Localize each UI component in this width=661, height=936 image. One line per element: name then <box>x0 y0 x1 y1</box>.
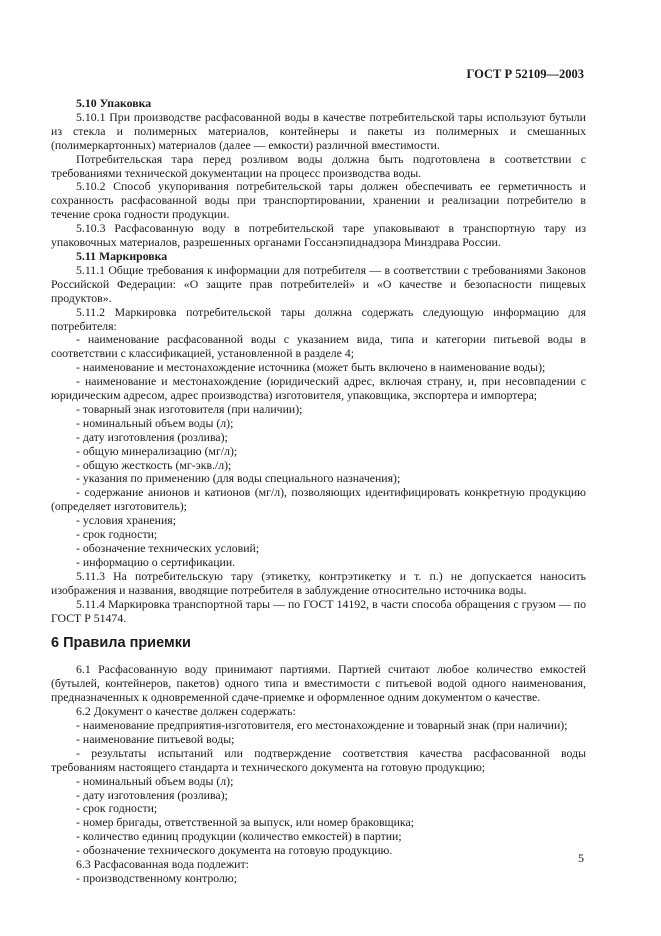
paragraph: 5.11.3 На потребительскую тару (этикетку, контрэтикетку и т. п.) не допускается наносить изображения и названия, вводящие потребителя в заблуждение относительно источника воды. <box>51 568 586 597</box>
list-item: - номер бригады, ответственной за выпуск, или номер браковщика; <box>76 815 414 830</box>
list-item: - количество единиц продукции (количество емкостей) в партии; <box>76 829 402 844</box>
standard-code: ГОСТ Р 52109—2003 <box>466 67 584 81</box>
paragraph: 5.10.2 Способ укупоривания потребительской тары должен обеспечивать ее герметичность и сохранность расфасованной воды при транспортировании, хранении и реализации потребителю в течение срока годности продукции. <box>51 179 586 222</box>
list-item: - товарный знак изготовителя (при наличии); <box>76 401 303 416</box>
list-item: - указания по применению (для воды специального назначения); <box>76 471 401 486</box>
page-number: 5 <box>578 851 584 865</box>
section-5-10-heading: 5.10 Упаковка <box>76 96 152 110</box>
list-item: - обозначение технического документа на готовую продукцию. <box>76 843 393 858</box>
paragraph: 5.11.4 Маркировка транспортной тары — по ГОСТ 14192, в части способа обращения с грузом — по ГОСТ Р 51474. <box>51 596 586 625</box>
list-item: - наименование предприятия-изготовителя, его местонахождение и товарный знак (при наличии); <box>76 717 568 732</box>
list-item: - содержание анионов и катионов (мг/л), позволяющих идентифицировать конкретную продукцию (определяет изготовитель); <box>51 485 586 514</box>
list-item: - срок годности; <box>76 527 158 542</box>
list-item: - результаты испытаний или подтверждение соответствия качества расфасованной воды требованиям настоящего стандарта и технического документа на готовую продукцию; <box>51 745 586 774</box>
list-item: - наименование и местонахождение источника (может быть включено в наименование воды); <box>76 360 546 375</box>
section-6-heading: 6 Правила приемки <box>51 635 191 652</box>
paragraph: 5.11.1 Общие требования к информации для потребителя — в соответствии с требованиями Законов Российской Федерации: «О защите прав потребителей» и «О качестве и безопасности пищевых продуктов». <box>51 262 586 305</box>
paragraph: 5.10.1 При производстве расфасованной воды в качестве потребительской тары используют бутыли из стекла и полимерных материалов, контейнеры и пакеты из полимерных и смешанных (полимеркартонных) материалов (далее — емкости) различной вместимости. <box>51 109 586 152</box>
list-item: - наименование и местонахождение (юридический адрес, включая страну, и, при несовпадении с юридическим адресом, адрес производства) изготовителя, упаковщика, экспортера и импортера; <box>51 374 586 403</box>
paragraph: 6.2 Документ о качестве должен содержать: <box>76 704 296 719</box>
list-item: - общую жесткость (мг-экв./л); <box>76 457 232 472</box>
list-item: - производственному контролю; <box>76 870 238 885</box>
list-item: - информацию о сертификации. <box>76 554 236 569</box>
list-item: - дату изготовления (розлива); <box>76 429 228 444</box>
list-item: - условия хранения; <box>76 513 176 528</box>
paragraph: 6.1 Расфасованную воду принимают партиями. Партией считают любое количество емкостей (бутылей, контейнеров, пакетов) одного типа и вместимости с питьевой водой одного наименования, предназначенных к одновременной сдаче-приемке и оформленное одним документом о качестве. <box>51 662 586 705</box>
list-item: - наименование питьевой воды; <box>76 731 235 746</box>
section-5-11-heading: 5.11 Маркировка <box>76 248 168 263</box>
paragraph: 6.3 Расфасованная вода подлежит: <box>76 857 249 872</box>
list-item: - наименование расфасованной воды с указанием вида, типа и категории питьевой воды в соответствии с классификацией, установленной в разделе 4; <box>51 332 586 361</box>
list-item: - номинальный объем воды (л); <box>76 773 234 788</box>
paragraph: 5.11.2 Маркировка потребительской тары должна содержать следующую информацию для потребителя: <box>51 304 586 333</box>
paragraph: Потребительская тара перед розливом воды должна быть подготовлена в соответствии с требованиями технической документации на процесс производства воды. <box>51 151 586 180</box>
paragraph: 5.10.3 Расфасованную воду в потребительской таре упаковывают в транспортную тару из упаковочных материалов, разрешенных органами Госсанэпиднадзора Минздрава России. <box>51 221 586 250</box>
list-item: - номинальный объем воды (л); <box>76 415 234 430</box>
list-item: - дату изготовления (розлива); <box>76 787 228 802</box>
list-item: - обозначение технических условий; <box>76 541 260 555</box>
page-content <box>51 96 586 886</box>
list-item: - срок годности; <box>76 801 158 816</box>
list-item: - общую минерализацию (мг/л); <box>76 443 238 458</box>
